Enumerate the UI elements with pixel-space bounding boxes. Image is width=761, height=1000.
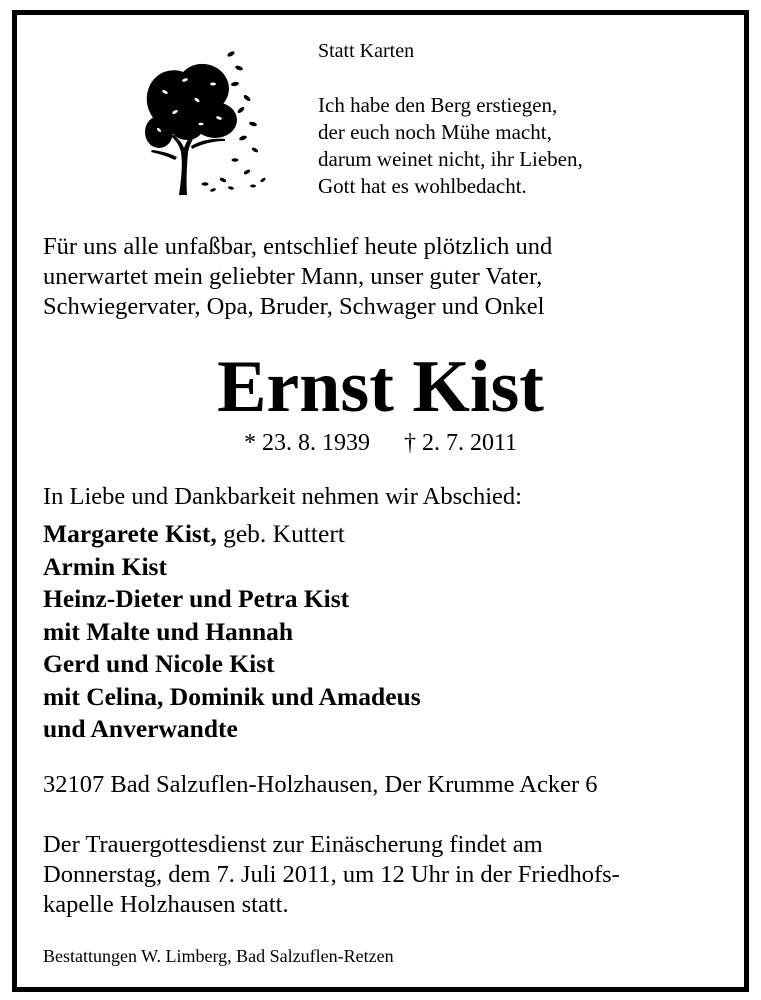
birth-date: * 23. 8. 1939 [243, 430, 370, 456]
farewell-line: In Liebe und Dankbarkeit nehmen wir Abschied: [43, 483, 522, 510]
life-dates [0, 428, 761, 458]
poem [318, 92, 583, 200]
announcement-line: Schwiegervater, Opa, Bruder, Schwager und Onkel [43, 293, 545, 320]
poem-line: Ich habe den Berg erstiegen, [318, 93, 558, 117]
poem-heading: Statt Karten [318, 40, 415, 62]
service-line: kapelle Holzhausen statt. [43, 891, 289, 918]
service-line: Der Trauergottesdienst zur Einäscherung findet am [43, 831, 543, 858]
death-date: † 2. 7. 2011 [403, 430, 518, 456]
funeral-service-info [43, 830, 620, 920]
announcement-line: Für uns alle unfaßbar, entschlief heute plötzlich und [43, 233, 553, 260]
undertaker-credit: Bestattungen W. Limberg, Bad Salzuflen-Retzen [43, 946, 394, 966]
poem-line: darum weinet nicht, ihr Lieben, [318, 147, 583, 171]
maiden-name: geb. Kuttert [216, 519, 345, 548]
deceased-name: Ernst Kist [217, 346, 544, 428]
poem-line: der euch noch Mühe macht, [318, 120, 552, 144]
family-address: 32107 Bad Salzuflen-Holzhausen, Der Krumme Acker 6 [43, 771, 598, 798]
mourners-list [43, 518, 421, 746]
mourner-line: und Anverwandte [43, 714, 238, 743]
mourner-line: Heinz-Dieter und Petra Kist [43, 584, 350, 613]
mourner-line: mit Malte und Hannah [43, 616, 294, 646]
announcement-line: unerwartet mein geliebter Mann, unser guter Vater, [43, 263, 543, 290]
poem-line: Gott hat es wohlbedacht. [318, 174, 527, 198]
mourner-line: Gerd und Nicole Kist [43, 649, 275, 678]
mourner-name: Margarete Kist, [43, 519, 217, 548]
mourner-line: mit Celina, Dominik und Amadeus [43, 681, 421, 711]
announcement-text [43, 232, 552, 322]
mourner-line [43, 518, 421, 551]
service-line: Donnerstag, dem 7. Juli 2011, um 12 Uhr in der Friedhofs- [43, 861, 620, 888]
mourner-line: Armin Kist [43, 551, 167, 581]
tree-in-wind-illustration [135, 40, 270, 200]
